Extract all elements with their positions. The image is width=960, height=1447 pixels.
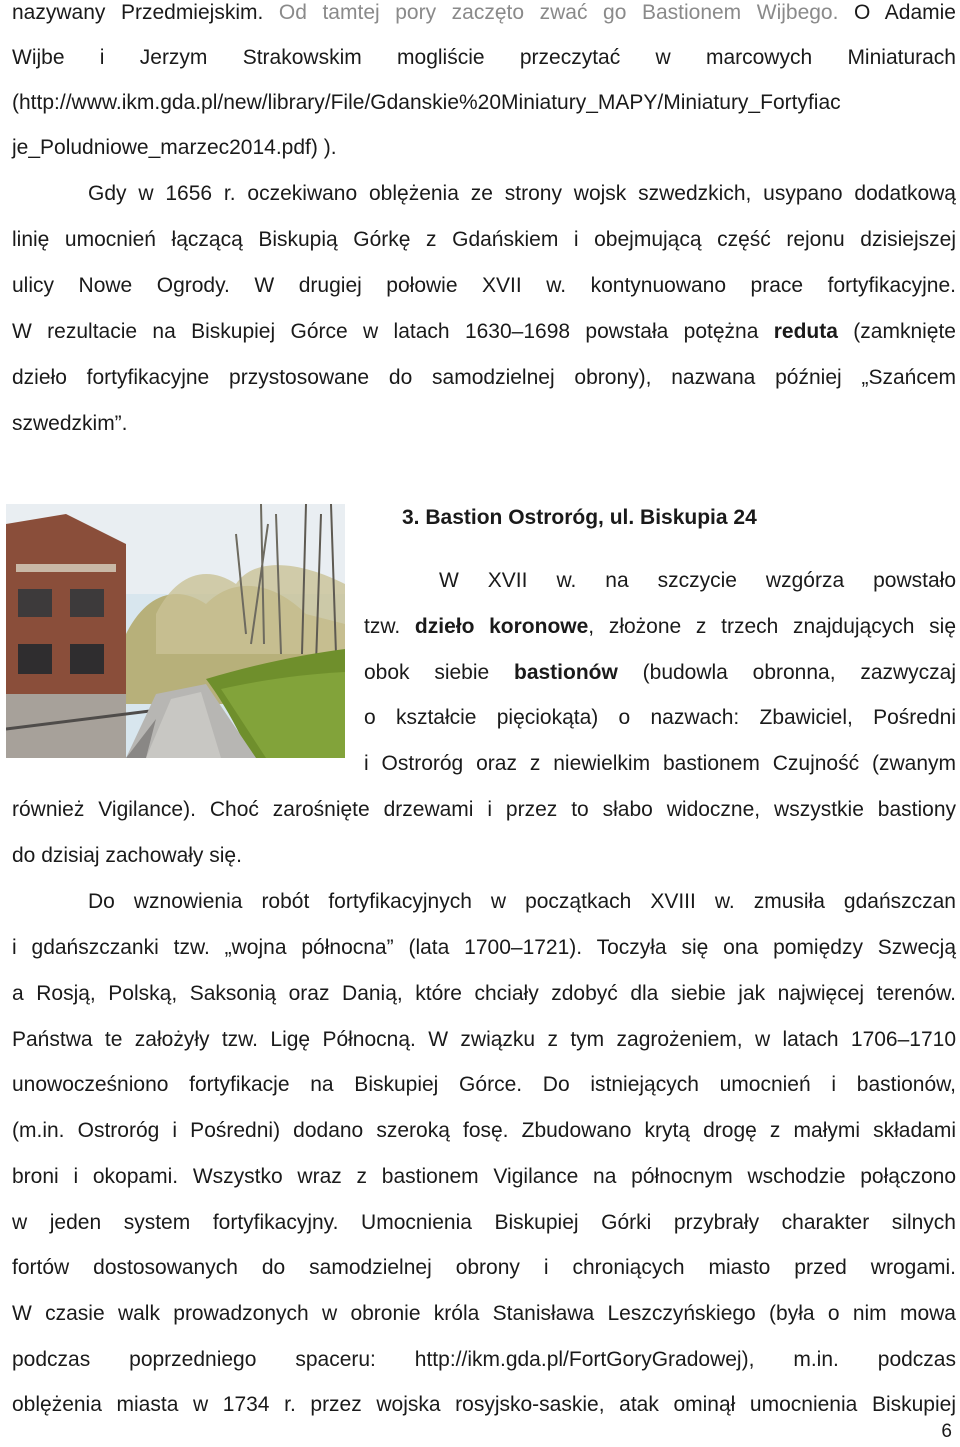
text-run: tzw. [364,615,401,638]
bold-term: dzieło koronowe [414,615,589,638]
text-line: broni i okopami. Wszystko wraz z bastionem Vigilance na północnym wschodzie połączono [12,1165,956,1188]
text-run: nazywany Przedmiejskim. [12,1,264,24]
text-run: , złożone z trzech znajdujących się [588,615,956,638]
text-line: Państwa te założyły tzw. Ligę Północną. W związku z tym zagrożeniem, w latach 1706–1710 [12,1028,956,1051]
text-line: o kształcie pięciokąta) o nazwach: Zbawiciel, Pośredni [364,706,956,729]
text-line: i Ostroróg oraz z niewielkim bastionem Czujność (zwanym [364,752,956,775]
bold-term: reduta [773,320,838,343]
text-run: W rezultacie na Biskupiej Górce w latach 1630–1698 powstała potężna [12,320,759,343]
section-heading: 3. Bastion Ostroróg, ul. Biskupia 24 [402,506,757,529]
text-line: linię umocnień łączącą Biskupią Górkę z Gdańskiem i obejmującą część rejonu dzisiejszej [12,228,956,251]
text-line: Do wznowienia robót fortyfikacyjnych w początkach XVIII w. zmusiła gdańszczan [88,890,956,913]
page-number: 6 [941,1421,952,1442]
text-line: również Vigilance). Choć zarośnięte drzewami i przez to słabo widoczne, wszystkie bastiony [12,798,956,821]
text-line [12,309,956,355]
text-line: podczas poprzedniego spaceru: http://ikm.gda.pl/FortGoryGradowej), m.in. podczas [12,1348,956,1371]
text-run: O Adamie [854,1,956,24]
text-line: dzieło fortyfikacyjne przystosowane do samodzielnej obrony), nazwana później „Szańcem [12,366,956,389]
text-run: Od tamtej pory zaczęto zwać go Bastionem Wijbego. [278,1,839,24]
text-line: W czasie walk prowadzonych w obronie króla Stanisława Leszczyńskiego (była o nim mowa [12,1302,956,1325]
text-line: unowocześniono fortyfikacje na Biskupiej Górce. Do istniejących umocnień i bastionów, [12,1073,956,1096]
text-line: (http://www.ikm.gda.pl/new/library/File/Gdanskie%20Miniatury_MAPY/Miniatury_Fortyfiac [12,91,841,114]
text-line: i gdańszczanki tzw. „wojna północna” (lata 1700–1721). Toczyła się ona pomiędzy Szwecją [12,936,956,959]
bold-term: bastionów [514,661,618,684]
text-line: Gdy w 1656 r. oczekiwano oblężenia ze strony wojsk szwedzkich, usypano dodatkową [88,182,956,205]
text-line: fortów dostosowanych do samodzielnej obrony i chroniących miasto przed wrogami. [12,1256,956,1279]
text-line: oblężenia miasta w 1734 r. przez wojska rosyjsko-saskie, atak ominął umocnienia Biskupiej [12,1393,956,1416]
text-line: W XVII w. na szczycie wzgórza powstało [439,569,956,592]
street-photo [6,504,345,758]
text-line: (m.in. Ostroróg i Pośredni) dodano szeroką fosę. Zbudowano krytą drogę z małymi składami [12,1119,956,1142]
text-line [364,650,956,696]
text-line: a Rosją, Polską, Saksonią oraz Danią, które chciały zdobyć dla siebie jak najwięcej terenów. [12,982,956,1005]
text-run: (zamknięte [853,320,956,343]
text-line [12,0,956,36]
text-run: (budowla obronna, zazwyczaj [642,661,957,684]
text-run: obok siebie [364,661,490,684]
text-line: szwedzkim”. [12,412,128,435]
text-line [364,604,956,650]
text-line: do dzisiaj zachowały się. [12,844,242,867]
text-line: Wijbe i Jerzym Strakowskim mogliście przeczytać w marcowych Miniaturach [12,46,956,69]
text-line: ulicy Nowe Ogrody. W drugiej połowie XVII w. kontynuowano prace fortyfikacyjne. [12,274,956,297]
text-line: w jeden system fortyfikacyjny. Umocnienia Biskupiej Górki przybrały charakter silnych [12,1211,956,1234]
text-line: je_Poludniowe_marzec2014.pdf) ). [12,136,337,159]
